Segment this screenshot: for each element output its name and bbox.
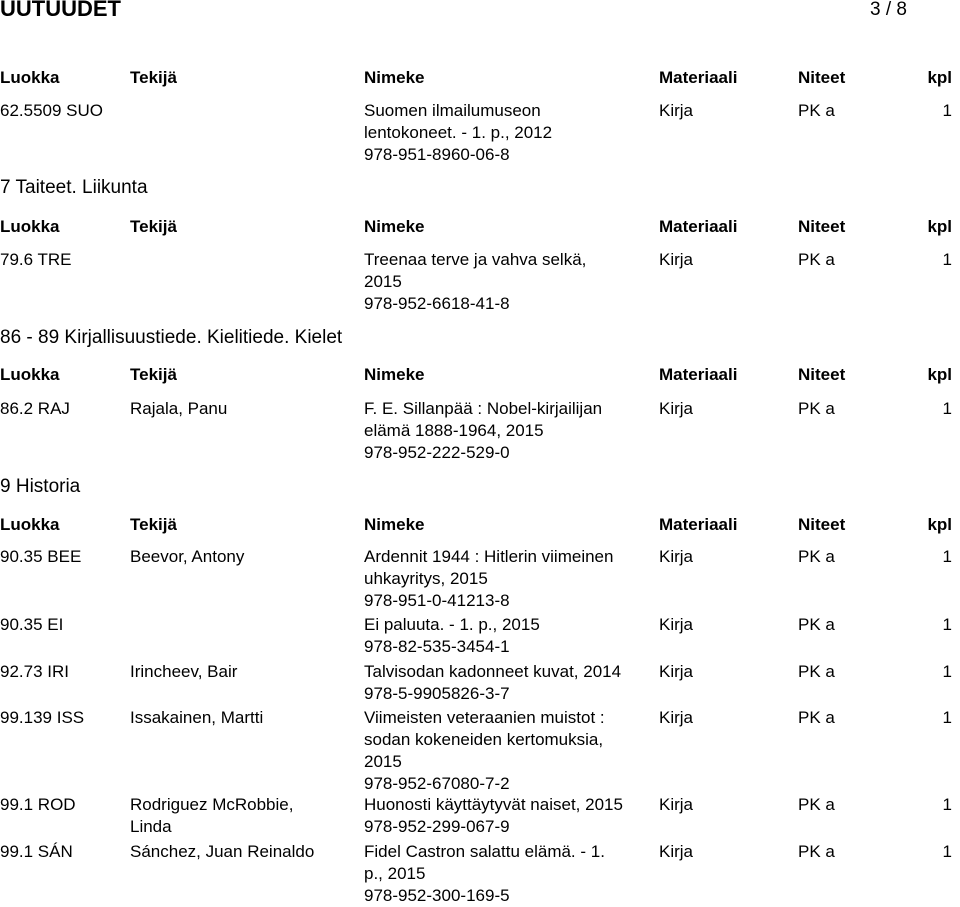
kpl: 1: [942, 795, 952, 814]
niteet: PK a: [798, 547, 835, 566]
niteet: PK a: [798, 795, 835, 814]
col-materiaali: Materiaali: [659, 68, 738, 87]
kpl: 1: [942, 615, 952, 634]
col-kpl: kpl: [927, 68, 952, 87]
section-title: 9 Historia: [0, 476, 81, 497]
col-nimeke: Nimeke: [364, 68, 425, 87]
luokka: 99.139 ISS: [0, 708, 85, 727]
nimeke: Viimeisten veteraanien muistot : sodan kokeneiden kertomuksia, 2015 978-952-67080-7-2: [364, 708, 605, 793]
col-luokka: Luokka: [0, 68, 60, 87]
luokka: 62.5509 SUO: [0, 101, 104, 120]
col-tekija: Tekijä: [130, 217, 177, 236]
luokka: 99.1 SÁN: [0, 842, 73, 861]
niteet: PK a: [798, 250, 835, 269]
col-luokka: Luokka: [0, 217, 60, 236]
page-number: 3 / 8: [870, 0, 907, 20]
nimeke: Ardennit 1944 : Hitlerin viimeinen uhkayritys, 2015 978-951-0-41213-8: [364, 547, 614, 610]
kpl: 1: [942, 399, 952, 418]
niteet: PK a: [798, 842, 835, 861]
luokka: 99.1 ROD: [0, 795, 76, 814]
section-title: 7 Taiteet. Liikunta: [0, 177, 148, 198]
kpl: 1: [942, 842, 952, 861]
col-niteet: Niteet: [798, 217, 846, 236]
luokka: 86.2 RAJ: [0, 399, 70, 418]
kpl: 1: [942, 250, 952, 269]
col-niteet: Niteet: [798, 68, 846, 87]
luokka: 92.73 IRI: [0, 662, 69, 681]
nimeke: Talvisodan kadonneet kuvat, 2014 978-5-9905826-3-7: [364, 662, 622, 703]
col-niteet: Niteet: [798, 365, 846, 384]
materiaali: Kirja: [659, 101, 694, 120]
nimeke: Ei paluuta. - 1. p., 2015 978-82-535-3454-1: [364, 615, 540, 656]
luokka: 79.6 TRE: [0, 250, 72, 269]
col-nimeke: Nimeke: [364, 217, 425, 236]
page-title: UUTUUDET: [0, 0, 121, 21]
niteet: PK a: [798, 708, 835, 727]
niteet: PK a: [798, 399, 835, 418]
tekija: Beevor, Antony: [130, 547, 245, 566]
kpl: 1: [942, 662, 952, 681]
luokka: 90.35 EI: [0, 615, 64, 634]
materiaali: Kirja: [659, 250, 694, 269]
materiaali: Kirja: [659, 662, 694, 681]
materiaali: Kirja: [659, 795, 694, 814]
col-kpl: kpl: [927, 365, 952, 384]
tekija: Rodriguez McRobbie, Linda: [130, 795, 294, 836]
nimeke: F. E. Sillanpää : Nobel-kirjailijan elämä 1888-1964, 2015 978-952-222-529-0: [364, 399, 603, 462]
materiaali: Kirja: [659, 615, 694, 634]
col-tekija: Tekijä: [130, 68, 177, 87]
kpl: 1: [942, 547, 952, 566]
niteet: PK a: [798, 662, 835, 681]
section-title: 86 - 89 Kirjallisuustiede. Kielitiede. Kielet: [0, 327, 343, 348]
nimeke: Suomen ilmailumuseon lentokoneet. - 1. p., 2012 978-951-8960-06-8: [364, 101, 553, 164]
nimeke: Fidel Castron salattu elämä. - 1. p., 2015 978-952-300-169-5: [364, 842, 605, 905]
col-luokka: Luokka: [0, 365, 60, 384]
materiaali: Kirja: [659, 842, 694, 861]
nimeke: Treenaa terve ja vahva selkä, 2015 978-952-6618-41-8: [364, 250, 587, 313]
col-tekija: Tekijä: [130, 515, 177, 534]
kpl: 1: [942, 101, 952, 120]
materiaali: Kirja: [659, 708, 694, 727]
col-niteet: Niteet: [798, 515, 846, 534]
tekija: Issakainen, Martti: [130, 708, 264, 727]
col-kpl: kpl: [927, 217, 952, 236]
col-nimeke: Nimeke: [364, 365, 425, 384]
col-materiaali: Materiaali: [659, 217, 738, 236]
col-materiaali: Materiaali: [659, 515, 738, 534]
tekija: Irincheev, Bair: [130, 662, 238, 681]
materiaali: Kirja: [659, 547, 694, 566]
col-materiaali: Materiaali: [659, 365, 738, 384]
nimeke: Huonosti käyttäytyvät naiset, 2015 978-952-299-067-9: [364, 795, 623, 836]
tekija: Rajala, Panu: [130, 399, 228, 418]
niteet: PK a: [798, 101, 835, 120]
col-kpl: kpl: [927, 515, 952, 534]
col-nimeke: Nimeke: [364, 515, 425, 534]
materiaali: Kirja: [659, 399, 694, 418]
col-luokka: Luokka: [0, 515, 60, 534]
luokka: 90.35 BEE: [0, 547, 82, 566]
col-tekija: Tekijä: [130, 365, 177, 384]
tekija: Sánchez, Juan Reinaldo: [130, 842, 315, 861]
kpl: 1: [942, 708, 952, 727]
niteet: PK a: [798, 615, 835, 634]
